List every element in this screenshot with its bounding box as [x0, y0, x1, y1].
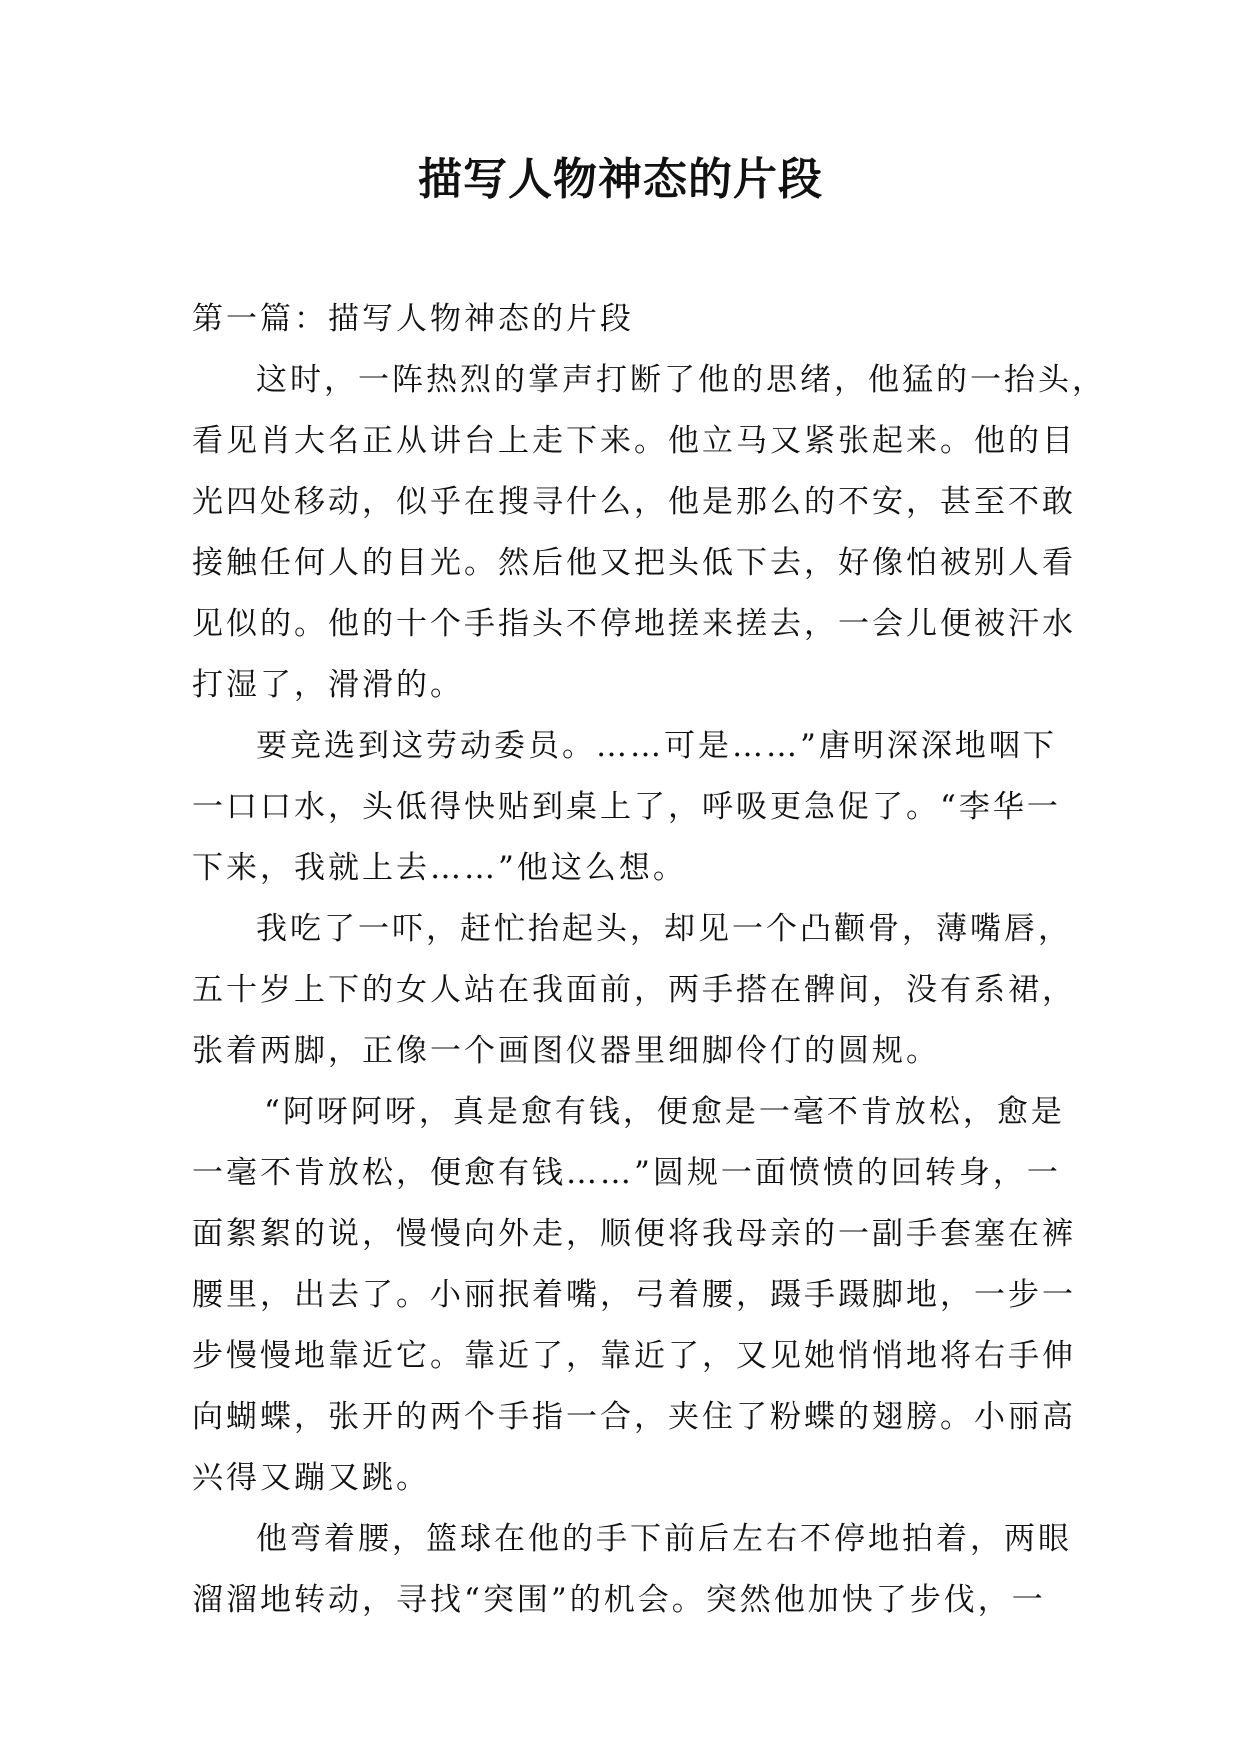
text-line: 溜溜地转动，寻找“突围”的机会。突然他加快了步伐，一 [192, 1582, 1046, 1618]
text-line: 打湿了，滑滑的。 [192, 667, 464, 703]
text-line: 向蝴蝶，张开的两个手指一合，夹住了粉蝶的翅膀。小丽高 [192, 1399, 1076, 1435]
text-line: 张着两脚，正像一个画图仪器里细脚伶仃的圆规。 [192, 1033, 940, 1069]
text-line: “阿呀阿呀，真是愈有钱，便愈是一毫不肯放松，愈是 [264, 1094, 1065, 1130]
text-line: 一口口水，头低得快贴到桌上了，呼吸更急促了。“李华一 [192, 789, 1061, 825]
text-line: 腰里，出去了。小丽抿着嘴，弓着腰，蹑手蹑脚地，一步一 [192, 1277, 1076, 1313]
document-title: 描写人物神态的片段 [418, 154, 823, 205]
text-line: 要竞选到这劳动委员。……可是……”唐明深深地咽下 [256, 728, 1057, 764]
text-line: 一毫不肯放松，便愈有钱……”圆规一面愤愤的回转身，一 [192, 1155, 1061, 1191]
text-line: 接触任何人的目光。然后他又把头低下去，好像怕被别人看 [192, 545, 1076, 581]
text-line: 下来，我就上去……”他这么想。 [192, 850, 687, 886]
text-line: 见似的。他的十个手指头不停地搓来搓去，一会儿便被汗水 [192, 606, 1076, 642]
text-line: 我吃了一吓，赶忙抬起头，却见一个凸颧骨，薄嘴唇， [256, 911, 1072, 947]
text-line: 面絮絮的说，慢慢向外走，顺便将我母亲的一副手套塞在裤 [192, 1216, 1076, 1252]
text-line: 看见肖大名正从讲台上走下来。他立马又紧张起来。他的目 [192, 423, 1076, 459]
text-line: 光四处移动，似乎在搜寻什么，他是那么的不安，甚至不敢 [192, 484, 1076, 520]
text-line: 这时，一阵热烈的掌声打断了他的思绪，他猛的一抬头， [256, 362, 1106, 398]
text-line: 他弯着腰，篮球在他的手下前后左右不停地拍着，两眼 [256, 1521, 1072, 1557]
text-line: 兴得又蹦又跳。 [192, 1460, 430, 1496]
text-line: 五十岁上下的女人站在我面前，两手搭在髀间，没有系裙， [192, 972, 1076, 1008]
section-heading: 第一篇：描写人物神态的片段 [192, 301, 634, 337]
document-body [192, 289, 1106, 1631]
text-line: 步慢慢地靠近它。靠近了，靠近了，又见她悄悄地将右手伸 [192, 1338, 1076, 1374]
